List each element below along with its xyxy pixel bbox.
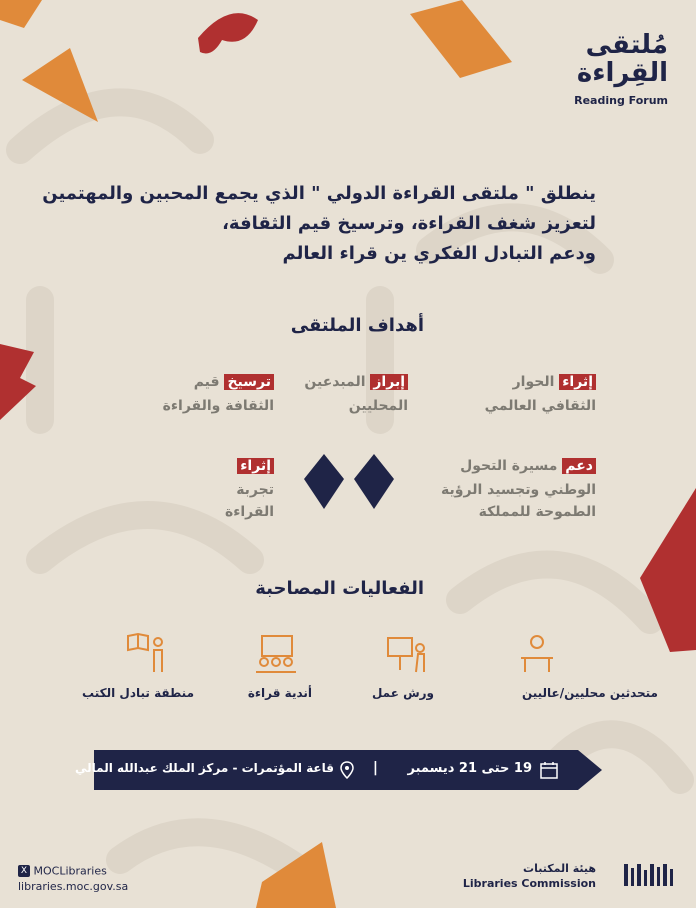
book-exchange-icon bbox=[124, 630, 168, 674]
goals-title: أهداف الملتقى bbox=[290, 315, 424, 336]
goal-text-line2: الوطني وتجسيد الرؤية bbox=[441, 482, 596, 498]
event-label: ورش عمل bbox=[371, 686, 434, 700]
logo-arabic-line1: مُلتقى bbox=[585, 30, 668, 60]
goal-text: مسيرة التحول bbox=[460, 458, 558, 474]
goal-item bbox=[304, 374, 408, 390]
goal-highlight: دعم bbox=[562, 458, 596, 474]
goal-text: المبدعين bbox=[304, 374, 366, 390]
goal-text-line3: القراءة bbox=[224, 504, 274, 520]
orange-shape-top-left bbox=[0, 0, 42, 28]
event-date: 19 حتى 21 ديسمبر bbox=[407, 761, 532, 776]
intro-line2: لتعزيز شغف القراءة، وترسيخ قيم الثقافة، bbox=[222, 213, 596, 234]
libraries-commission-logo-icon bbox=[624, 864, 676, 886]
social-handle-text: MOCLibraries bbox=[33, 864, 107, 878]
goal-text: قيم bbox=[193, 374, 220, 390]
red-calligraphy-top bbox=[198, 13, 258, 53]
goal-item bbox=[237, 458, 274, 474]
calendar-icon bbox=[540, 761, 558, 779]
event-location: قاعة المؤتمرات - مركز الملك عبدالله المالي bbox=[75, 761, 334, 775]
logo-english: Reading Forum bbox=[574, 94, 668, 107]
goal-text-line2: تجربة bbox=[236, 482, 274, 498]
website-link[interactable]: libraries.moc.gov.sa bbox=[18, 880, 129, 893]
info-banner bbox=[75, 750, 576, 790]
goal-text-line3: الطموحة للمملكة bbox=[478, 504, 596, 520]
orange-shape-top-center bbox=[410, 0, 512, 78]
x-social-icon: X bbox=[18, 865, 30, 877]
presentation-board-icon bbox=[384, 634, 428, 674]
speaker-podium-icon bbox=[517, 634, 557, 674]
goal-text-line2: الثقافي العالمي bbox=[484, 398, 596, 414]
commission-name-en: Libraries Commission bbox=[462, 877, 596, 890]
social-handle[interactable] bbox=[18, 864, 107, 878]
location-pin-icon bbox=[340, 761, 354, 779]
goal-highlight: إثراء bbox=[237, 458, 274, 474]
goal-highlight: إثراء bbox=[559, 374, 596, 390]
commission-name-ar: هيئة المكتبات bbox=[523, 862, 596, 875]
goal-item bbox=[194, 374, 274, 390]
goal-highlight: ترسيخ bbox=[224, 374, 274, 390]
logo-arabic-line2: القِراءة bbox=[576, 58, 668, 88]
event-label: منطقة تبادل الكتب bbox=[82, 686, 194, 700]
events-title: الفعاليات المصاحبة bbox=[255, 578, 424, 599]
reading-club-icon bbox=[254, 634, 298, 674]
event-label: أندية قراءة bbox=[247, 686, 312, 700]
goal-item bbox=[460, 458, 596, 474]
goal-text-line2: المحليين bbox=[348, 398, 408, 414]
quote-marks-icon bbox=[304, 454, 394, 514]
intro-line1: ينطلق " ملتقى القراءة الدولي " الذي يجمع المحبين والمهتمين bbox=[42, 183, 596, 204]
intro-line3: ودعم التبادل الفكري ين قراء العالم bbox=[282, 243, 596, 264]
goal-text-line2: الثقافة والقراءة bbox=[162, 398, 274, 414]
goal-highlight: إبراز bbox=[370, 374, 408, 390]
goal-item bbox=[513, 374, 596, 390]
banner-separator: | bbox=[372, 760, 378, 776]
goal-text: الحوار bbox=[512, 374, 555, 390]
event-label: متحدثين محليين/عاليين bbox=[521, 686, 658, 700]
